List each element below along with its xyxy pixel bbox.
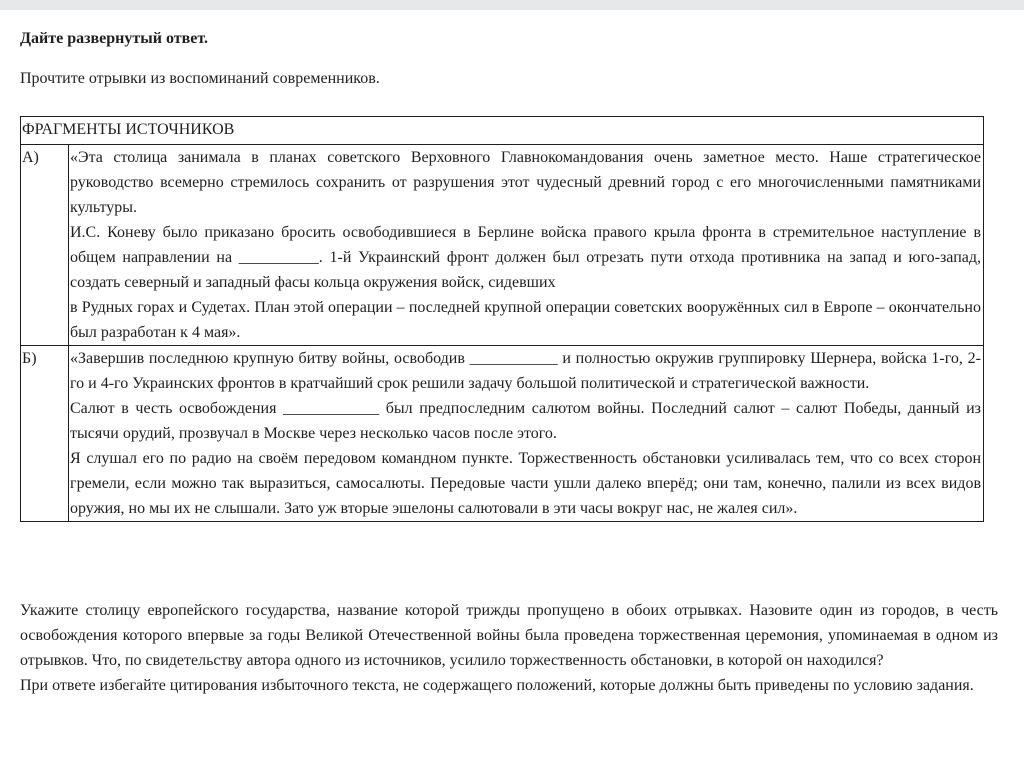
fragment-label: А) [21, 145, 69, 346]
table-header-row [21, 117, 984, 145]
task-text [20, 598, 998, 698]
page-heading: Дайте развернутый ответ. [20, 30, 208, 47]
table-row [21, 346, 984, 522]
task-instruction: При ответе избегайте цитирования избыточного текста, не содержащего положений, которые должны быть приведены по условию задания. [20, 677, 974, 694]
fragment-paragraph: «Эта столица занимала в планах советского Верховного Главнокомандования очень заметное место. Наше стратегическое руководство всемерно стремилось сохранить от разрушения этот чудесный древний город с его многочисленными памятниками культуры. [70, 149, 981, 216]
fragment-text [69, 145, 984, 346]
table-row [21, 145, 984, 346]
top-bar [0, 0, 1024, 10]
sources-table [20, 116, 984, 522]
fragment-paragraph: И.С. Коневу было приказано бросить освободившиеся в Берлине войска правого крыла фронта в стремительное наступление в общем направлении на __________. 1-й Украинский фронт должен был отрезать пути отхода противника на запад и юго-запад, создать северный и западный фасы кольца окружения войск, сидевших [70, 224, 981, 291]
task-question: Укажите столицу европейского государства, название которой трижды пропущено в обоих отрывках. Назовите один из городов, в честь освобождения которого впервые за годы Великой Отечественной войны была проведена торжественная церемония, упоминаемая в одном из отрывков. Что, по свидетельству автора одного из источников, усилило торжественность обстановки, в которой он находился? [20, 602, 998, 669]
fragment-label: Б) [21, 346, 69, 522]
table-header: ФРАГМЕНТЫ ИСТОЧНИКОВ [21, 117, 984, 145]
fragment-paragraph: в Рудных горах и Судетах. План этой операции – последней крупной операции советских вооружённых сил в Европе – окончательно был разработан к 4 мая». [70, 299, 981, 341]
fragment-paragraph: «Завершив последнюю крупную битву войны, освободив ___________ и полностью окружив группировку Шернера, войска 1-го, 2-го и 4-го Украинских фронтов в кратчайший срок решили задачу большой политической и стратегической важности. [70, 350, 981, 392]
fragment-text [69, 346, 984, 522]
fragment-paragraph: Салют в честь освобождения ____________ был предпоследним салютом войны. Последний салют – салют Победы, данный из тысячи орудий, прозвучал в Москве через несколько часов после этого. [70, 400, 981, 442]
fragment-paragraph: Я слушал его по радио на своём передовом командном пункте. Торжественность обстановки усиливалась тем, что со всех сторон гремели, если можно так выразиться, самосалюты. Передовые части ушли далеко вперёд; они там, конечно, палили из всех видов оружия, но мы их не слышали. Зато уж вторые эшелоны салютовали в эти часы вокруг нас, не жалея сил». [70, 450, 981, 517]
intro-text: Прочтите отрывки из воспоминаний современников. [20, 70, 380, 87]
